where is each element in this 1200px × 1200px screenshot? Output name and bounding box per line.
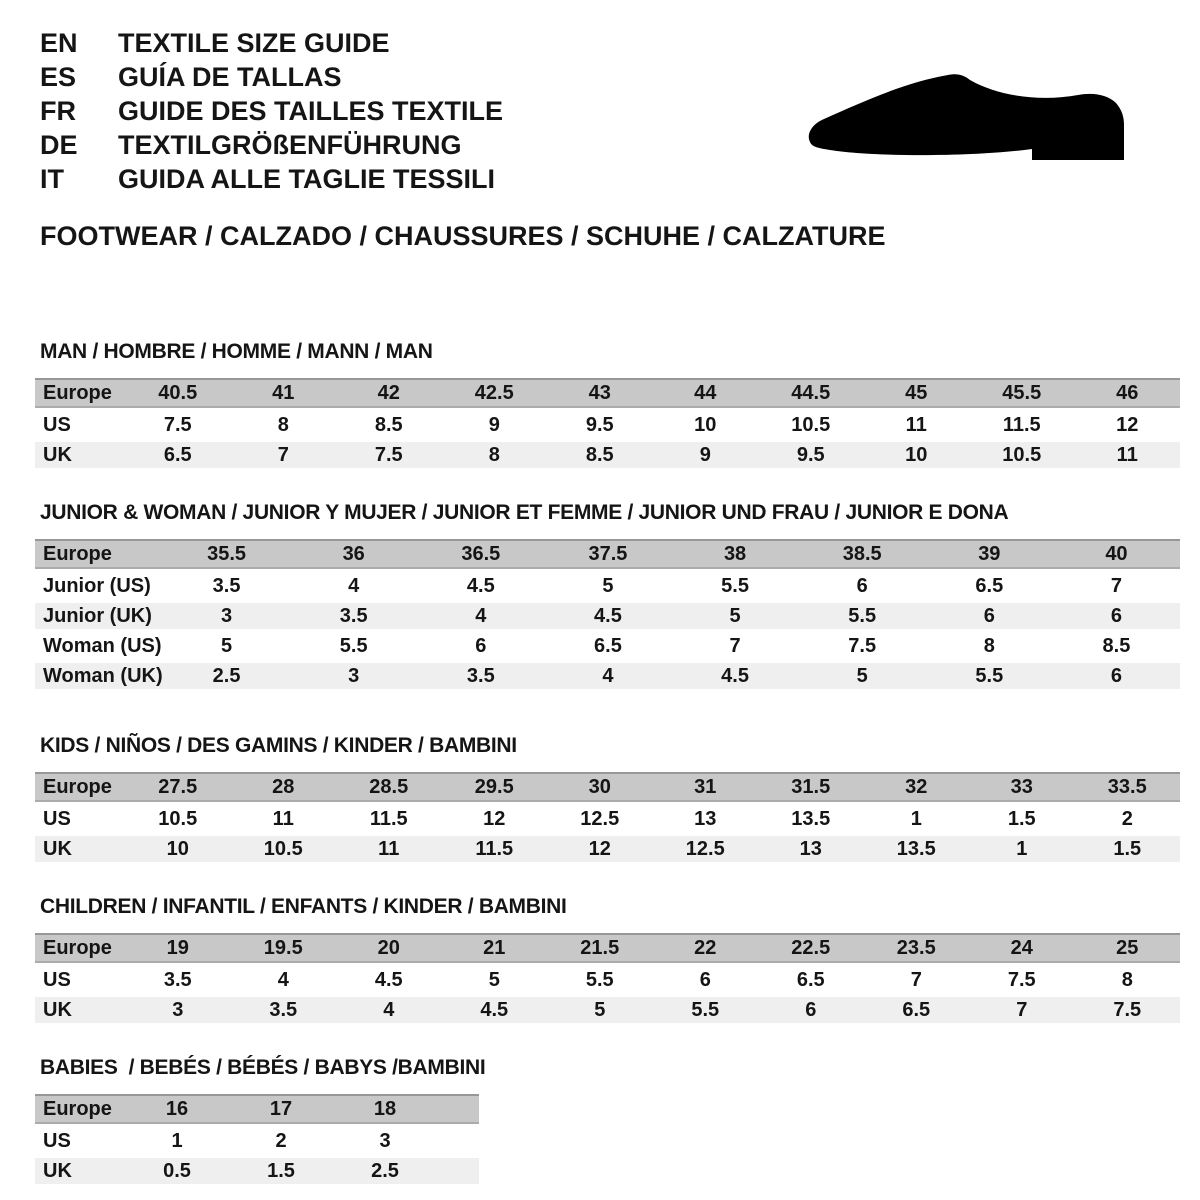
size-cell: 36.5 [461,542,501,565]
size-section [35,734,1180,862]
size-cell: 7 [729,634,741,657]
size-cell: 5.5 [721,574,749,597]
size-cell: 6.5 [902,998,931,1021]
size-cell: 9.5 [796,443,825,466]
size-cell: 40 [1105,542,1128,565]
size-cell: 40.5 [158,381,198,404]
size-cell: 25 [1116,936,1139,959]
size-cell: 12.5 [685,837,725,860]
row-label: US [43,968,71,991]
language-row [40,128,503,162]
size-cell: 6 [475,634,487,657]
size-cell: 37.5 [588,542,628,565]
size-cell: 10.5 [263,837,303,860]
row-label: Europe [43,936,112,959]
size-cell: 23.5 [896,936,936,959]
size-cell: 32 [905,775,928,798]
row-label: US [43,413,71,436]
row-label: UK [43,837,72,860]
section-title: BABIES / BEBÉS / BÉBÉS / BABYS /BAMBINI [40,1056,486,1079]
size-cell: 3 [379,1129,391,1152]
language-row [40,26,503,60]
size-cell: 18 [373,1097,397,1120]
size-table [35,1094,479,1184]
size-cell: 7 [1016,998,1028,1021]
size-cell: 5.5 [975,664,1004,687]
size-cell: 35.5 [207,542,247,565]
size-cell: 4.5 [594,604,622,627]
row-label: UK [43,998,72,1021]
language-code: ES [40,62,77,92]
size-cell: 1.5 [267,1159,295,1182]
size-cell: 13.5 [791,807,831,830]
size-section [35,340,1180,468]
size-cell: 2.5 [212,664,241,687]
table-row [35,573,1180,599]
row-label: Europe [43,381,112,404]
size-table [35,539,1180,689]
size-cell: 10.5 [791,413,831,436]
size-cell: 9.5 [585,413,614,436]
language-row [40,162,503,196]
size-cell: 7.5 [374,443,403,466]
row-label: Europe [43,542,112,565]
size-cell: 4 [383,998,395,1021]
size-cell: 10.5 [158,807,198,830]
size-cell: 3.5 [269,998,298,1021]
size-cell: 44.5 [791,381,831,404]
size-cell: 11 [378,837,400,860]
size-cell: 10 [694,413,717,436]
size-cell: 33 [1010,775,1033,798]
table-row [35,967,1180,993]
table-header-row [35,539,1180,569]
size-cell: 12 [588,837,611,860]
size-cell: 6.5 [163,443,192,466]
size-cell: 8 [488,443,500,466]
shoe-icon [802,70,1142,185]
size-cell: 8 [1121,968,1133,991]
size-cell: 42 [377,381,400,404]
size-cell: 19 [166,936,189,959]
size-cell: 3.5 [212,574,241,597]
size-cell: 3.5 [339,604,368,627]
size-cell: 6 [856,574,868,597]
language-row [40,94,503,128]
size-cell: 7 [1110,574,1122,597]
size-cell: 5 [729,604,741,627]
size-cell: 6.5 [975,574,1004,597]
section-title: MAN / HOMBRE / HOMME / MANN / MAN [40,340,433,363]
language-code: FR [40,96,76,126]
language-row [40,60,503,94]
size-cell: 4.5 [721,664,749,687]
table-row [35,603,1180,629]
size-cell: 27.5 [158,775,198,798]
row-label: Woman (US) [43,634,162,657]
section-title: JUNIOR & WOMAN / JUNIOR Y MUJER / JUNIOR ET FEMME / JUNIOR UND FRAU / JUNIOR E DONA [40,501,1009,524]
size-cell: 6.5 [594,634,622,657]
size-cell: 10 [905,443,928,466]
size-cell: 8.5 [1102,634,1131,657]
size-cell: 4.5 [374,968,403,991]
size-cell: 22 [694,936,717,959]
size-cell: 4 [348,574,360,597]
size-cell: 20 [377,936,400,959]
size-cell: 12.5 [580,807,620,830]
size-cell: 6 [1110,604,1122,627]
size-cell: 11 [1116,443,1138,466]
size-cell: 5.5 [848,604,877,627]
size-cell: 5 [602,574,614,597]
size-cell: 4 [475,604,487,627]
size-cell: 10.5 [1002,443,1042,466]
size-cell: 16 [165,1097,189,1120]
language-title: TEXTILE SIZE GUIDE [118,28,390,58]
size-cell: 6 [983,604,995,627]
size-cell: 7 [277,443,289,466]
section-title: KIDS / NIÑOS / DES GAMINS / KINDER / BAMBINI [40,734,517,757]
size-section [35,501,1180,689]
size-cell: 11.5 [475,837,514,860]
row-label: US [43,1129,71,1152]
size-table [35,933,1180,1023]
row-label: Europe [43,775,112,798]
size-cell: 6.5 [796,968,825,991]
table-header-row [35,933,1180,963]
row-label: Junior (UK) [43,604,152,627]
row-label: Woman (UK) [43,664,163,687]
size-cell: 4.5 [466,574,495,597]
row-label: Europe [43,1097,112,1120]
size-cell: 11.5 [1002,413,1041,436]
table-row [35,663,1180,689]
size-cell: 29.5 [474,775,514,798]
size-cell: 11.5 [369,807,408,830]
size-cell: 7.5 [1007,968,1036,991]
size-table [35,772,1180,862]
size-section [35,1056,1180,1184]
size-cell: 9 [699,443,711,466]
size-cell: 43 [588,381,611,404]
size-cell: 24 [1010,936,1033,959]
size-cell: 1.5 [1113,837,1142,860]
size-cell: 21 [483,936,506,959]
row-label: US [43,807,71,830]
size-cell: 3.5 [466,664,495,687]
size-cell: 31 [694,775,717,798]
size-cell: 3.5 [163,968,192,991]
row-label: UK [43,443,72,466]
size-cell: 5.5 [585,968,614,991]
size-cell: 36 [342,542,365,565]
language-title: GUIDE DES TAILLES TEXTILE [118,96,504,126]
size-cell: 28 [272,775,295,798]
size-cell: 33.5 [1107,775,1147,798]
size-cell: 17 [269,1097,293,1120]
size-cell: 2 [275,1129,287,1152]
table-header-row [35,772,1180,802]
size-cell: 38.5 [842,542,882,565]
size-cell: 46 [1116,381,1139,404]
size-cell: 4.5 [480,998,509,1021]
size-cell: 6 [699,968,711,991]
size-cell: 5 [488,968,500,991]
size-cell: 28.5 [369,775,409,798]
table-row [35,442,1180,468]
size-cell: 45.5 [1002,381,1042,404]
size-table [35,378,1180,468]
size-cell: 31.5 [791,775,831,798]
size-cell: 5 [221,634,233,657]
size-cell: 5.5 [691,998,720,1021]
size-cell: 8 [277,413,289,436]
size-cell: 44 [694,381,717,404]
table-header-row [35,1094,479,1124]
size-cell: 10 [166,837,189,860]
size-cell: 0.5 [163,1159,191,1182]
size-cell: 7.5 [848,634,877,657]
size-cell: 13 [799,837,822,860]
size-cell: 42.5 [474,381,514,404]
table-row [35,836,1180,862]
table-row [35,806,1180,832]
language-title: GUÍA DE TALLAS [118,62,342,92]
category-heading: FOOTWEAR / CALZADO / CHAUSSURES / SCHUHE / CALZATURE [40,221,886,251]
size-cell: 6 [805,998,817,1021]
table-header-row [35,378,1180,408]
row-label: Junior (US) [43,574,151,597]
size-cell: 21.5 [580,936,620,959]
size-cell: 12 [1116,413,1139,436]
row-label: UK [43,1159,72,1182]
size-cell: 6 [1110,664,1122,687]
size-cell: 7.5 [163,413,192,436]
table-row [35,997,1180,1023]
size-cell: 1 [910,807,922,830]
size-cell: 11 [905,413,927,436]
size-cell: 38 [723,542,747,565]
table-row [35,1128,479,1154]
size-cell: 8.5 [585,443,614,466]
size-cell: 7.5 [1113,998,1142,1021]
size-cell: 41 [272,381,295,404]
size-cell: 8 [983,634,995,657]
size-cell: 2.5 [371,1159,399,1182]
size-section [35,895,1180,1023]
size-cell: 3 [221,604,233,627]
size-cell: 4 [277,968,289,991]
size-cell: 5 [594,998,606,1021]
size-cell: 45 [905,381,928,404]
size-cell: 39 [978,542,1001,565]
size-cell: 3 [172,998,184,1021]
size-cell: 11 [272,807,294,830]
language-title: GUIDA ALLE TAGLIE TESSILI [118,164,495,194]
size-tables-area [35,340,1180,1200]
size-cell: 4 [602,664,614,687]
table-row [35,412,1180,438]
size-cell: 22.5 [791,936,831,959]
size-cell: 30 [588,775,611,798]
size-cell: 5.5 [339,634,368,657]
language-title-block [40,26,503,196]
table-row [35,633,1180,659]
size-cell: 1 [171,1129,183,1152]
language-code: DE [40,130,78,160]
size-cell: 13.5 [896,837,936,860]
size-cell: 9 [488,413,500,436]
size-cell: 8.5 [374,413,403,436]
language-title: TEXTILGRÖßENFÜHRUNG [118,130,462,160]
size-cell: 3 [348,664,360,687]
language-code: EN [40,28,78,58]
language-code: IT [40,164,64,194]
size-cell: 13 [694,807,717,830]
size-cell: 5 [856,664,868,687]
size-cell: 19.5 [263,936,303,959]
size-cell: 1.5 [1007,807,1036,830]
size-cell: 2 [1121,807,1133,830]
size-cell: 1 [1016,837,1028,860]
section-title: CHILDREN / INFANTIL / ENFANTS / KINDER / BAMBINI [40,895,567,918]
size-cell: 12 [483,807,506,830]
size-cell: 7 [910,968,922,991]
table-row [35,1158,479,1184]
